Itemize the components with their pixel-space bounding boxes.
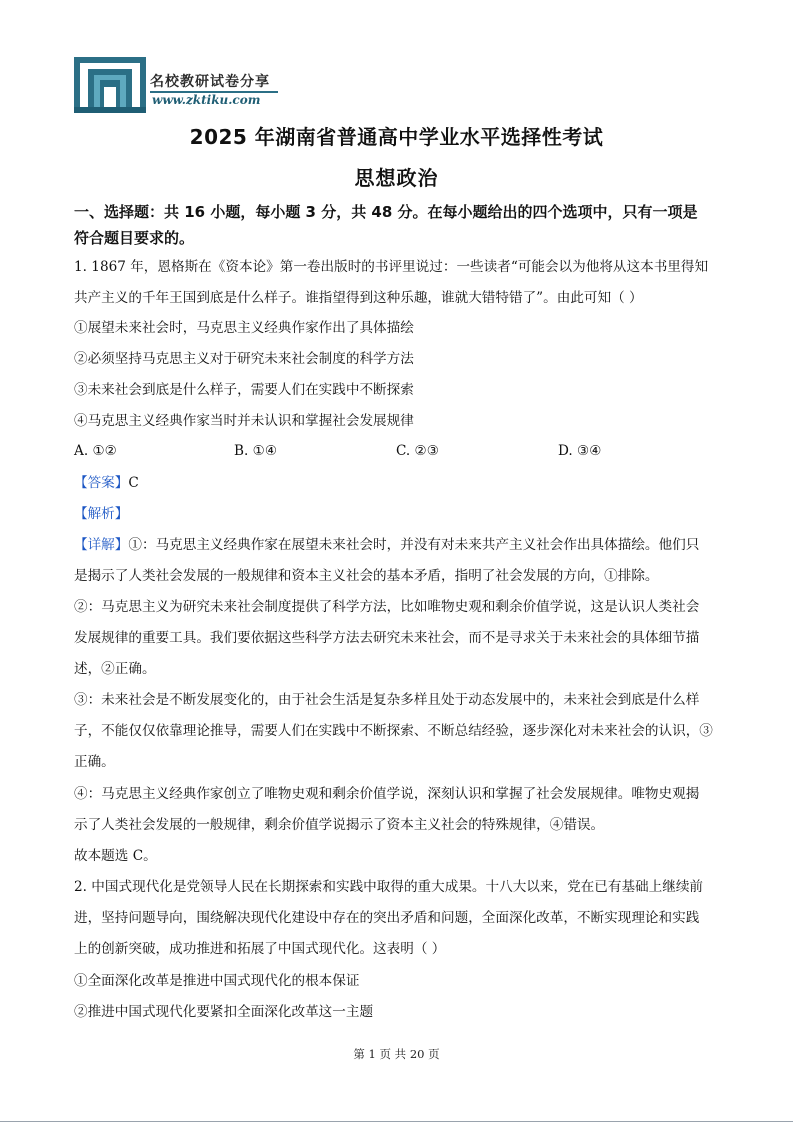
- q1-statement: ④马克思主义经典作家当时并未认识和掌握社会发展规律: [74, 413, 414, 429]
- q1-statement: ①展望未来社会时，马克思主义经典作家作出了具体描绘: [74, 320, 414, 336]
- q1-detail-line: 示了人类社会发展的一般规律，剩余价值学说揭示了资本主义社会的特殊规律，④错误。: [74, 817, 605, 833]
- q1-detail-line: ③：未来社会是不断发展变化的，由于社会生活是复杂多样且处于动态发展中的，未来社会到底是什么样: [74, 692, 700, 708]
- header-logo[interactable]: [74, 57, 279, 113]
- q1-detail-line: ②：马克思主义为研究未来社会制度提供了科学方法，比如唯物史观和剩余价值学说，这是认识人类社会: [74, 599, 700, 615]
- answer-tag: 【答案】: [74, 475, 129, 491]
- exam-title: 2025 年湖南省普通高中学业水平选择性考试: [189, 125, 604, 149]
- q2-statement: ①全面深化改革是推进中国式现代化的根本保证: [74, 973, 360, 989]
- q1-option-b: B. ①④: [234, 443, 278, 459]
- q2-stem-line: 2. 中国式现代化是党领导人民在长期探索和实践中取得的重大成果。十八大以来，党在已有基础上继续前: [74, 879, 704, 895]
- q1-detail-line: 是揭示了人类社会发展的一般规律和资本主义社会的基本矛盾，指明了社会发展的方向，①排除。: [74, 568, 659, 584]
- detail-tag: 【详解】: [74, 537, 129, 553]
- q1-statement: ②必须坚持马克思主义对于研究未来社会制度的科学方法: [74, 351, 414, 367]
- q1-option-c: C. ②③: [396, 443, 439, 459]
- q1-analysis: [74, 505, 128, 523]
- q1-stem-line: 1. 1867 年，恩格斯在《资本论》第一卷出版时的书评里说过：一些读者“可能会以为他将从这本书里得知: [74, 259, 709, 275]
- q1-detail-line: 子，不能仅仅依靠理论推导，需要人们在实践中不断探索、不断总结经验，逐步深化对未来社会的认识，③: [74, 723, 713, 739]
- q1-detail-line: 正确。: [74, 754, 115, 770]
- q1-statement: ③未来社会到底是什么样子，需要人们在实践中不断探索: [74, 382, 414, 398]
- q2-stem-line: 进，坚持问题导向，围绕解决现代化建设中存在的突出矛盾和问题，全面深化改革，不断实现理论和实践: [74, 910, 700, 926]
- q1-option-d: D. ③④: [558, 443, 602, 459]
- q1-detail-line: [74, 536, 699, 554]
- section-heading-line-1: 一、选择题：共 16 小题，每小题 3 分，共 48 分。在每小题给出的四个选项中，只有一项是: [74, 203, 698, 221]
- q2-statement: ②推进中国式现代化要紧扣全面深化改革这一主题: [74, 1004, 374, 1020]
- q1-answer: [74, 474, 139, 492]
- exam-subject: 思想政治: [354, 166, 439, 190]
- section-heading-line-2: 符合题目要求的。: [74, 229, 195, 247]
- q1-conclusion: 故本题选 C。: [74, 848, 157, 864]
- answer-value: C: [128, 475, 139, 491]
- q1-detail-line: ④：马克思主义经典作家创立了唯物史观和剩余价值学说，深刻认识和掌握了社会发展规律。唯物史观揭: [74, 786, 700, 802]
- q1-option-a: A. ①②: [74, 443, 117, 459]
- logo-title: 名校教研试卷分享: [150, 74, 270, 90]
- q2-stem-line: 上的创新突破，成功推进和拓展了中国式现代化。这表明（ ）: [74, 941, 446, 957]
- zktiku-logo-icon: [74, 57, 146, 113]
- detail-text: ①：马克思主义经典作家在展望未来社会时，并没有对未来共产主义社会作出具体描绘。他们只: [128, 537, 700, 553]
- analysis-tag: 【解析】: [74, 506, 129, 522]
- q1-detail-line: 发展规律的重要工具。我们要依据这些科学方法去研究未来社会，而不是寻求关于未来社会的具体细节描: [74, 630, 700, 646]
- page-number: 第 1 页 共 20 页: [353, 1047, 440, 1061]
- q1-stem-line: 共产主义的千年王国到底是什么样子。谁指望得到这种乐趣，谁就大错特错了”。由此可知（ ）: [74, 290, 643, 306]
- q1-detail-line: 述，②正确。: [74, 661, 156, 677]
- logo-url[interactable]: www.zktiku.com: [152, 93, 261, 107]
